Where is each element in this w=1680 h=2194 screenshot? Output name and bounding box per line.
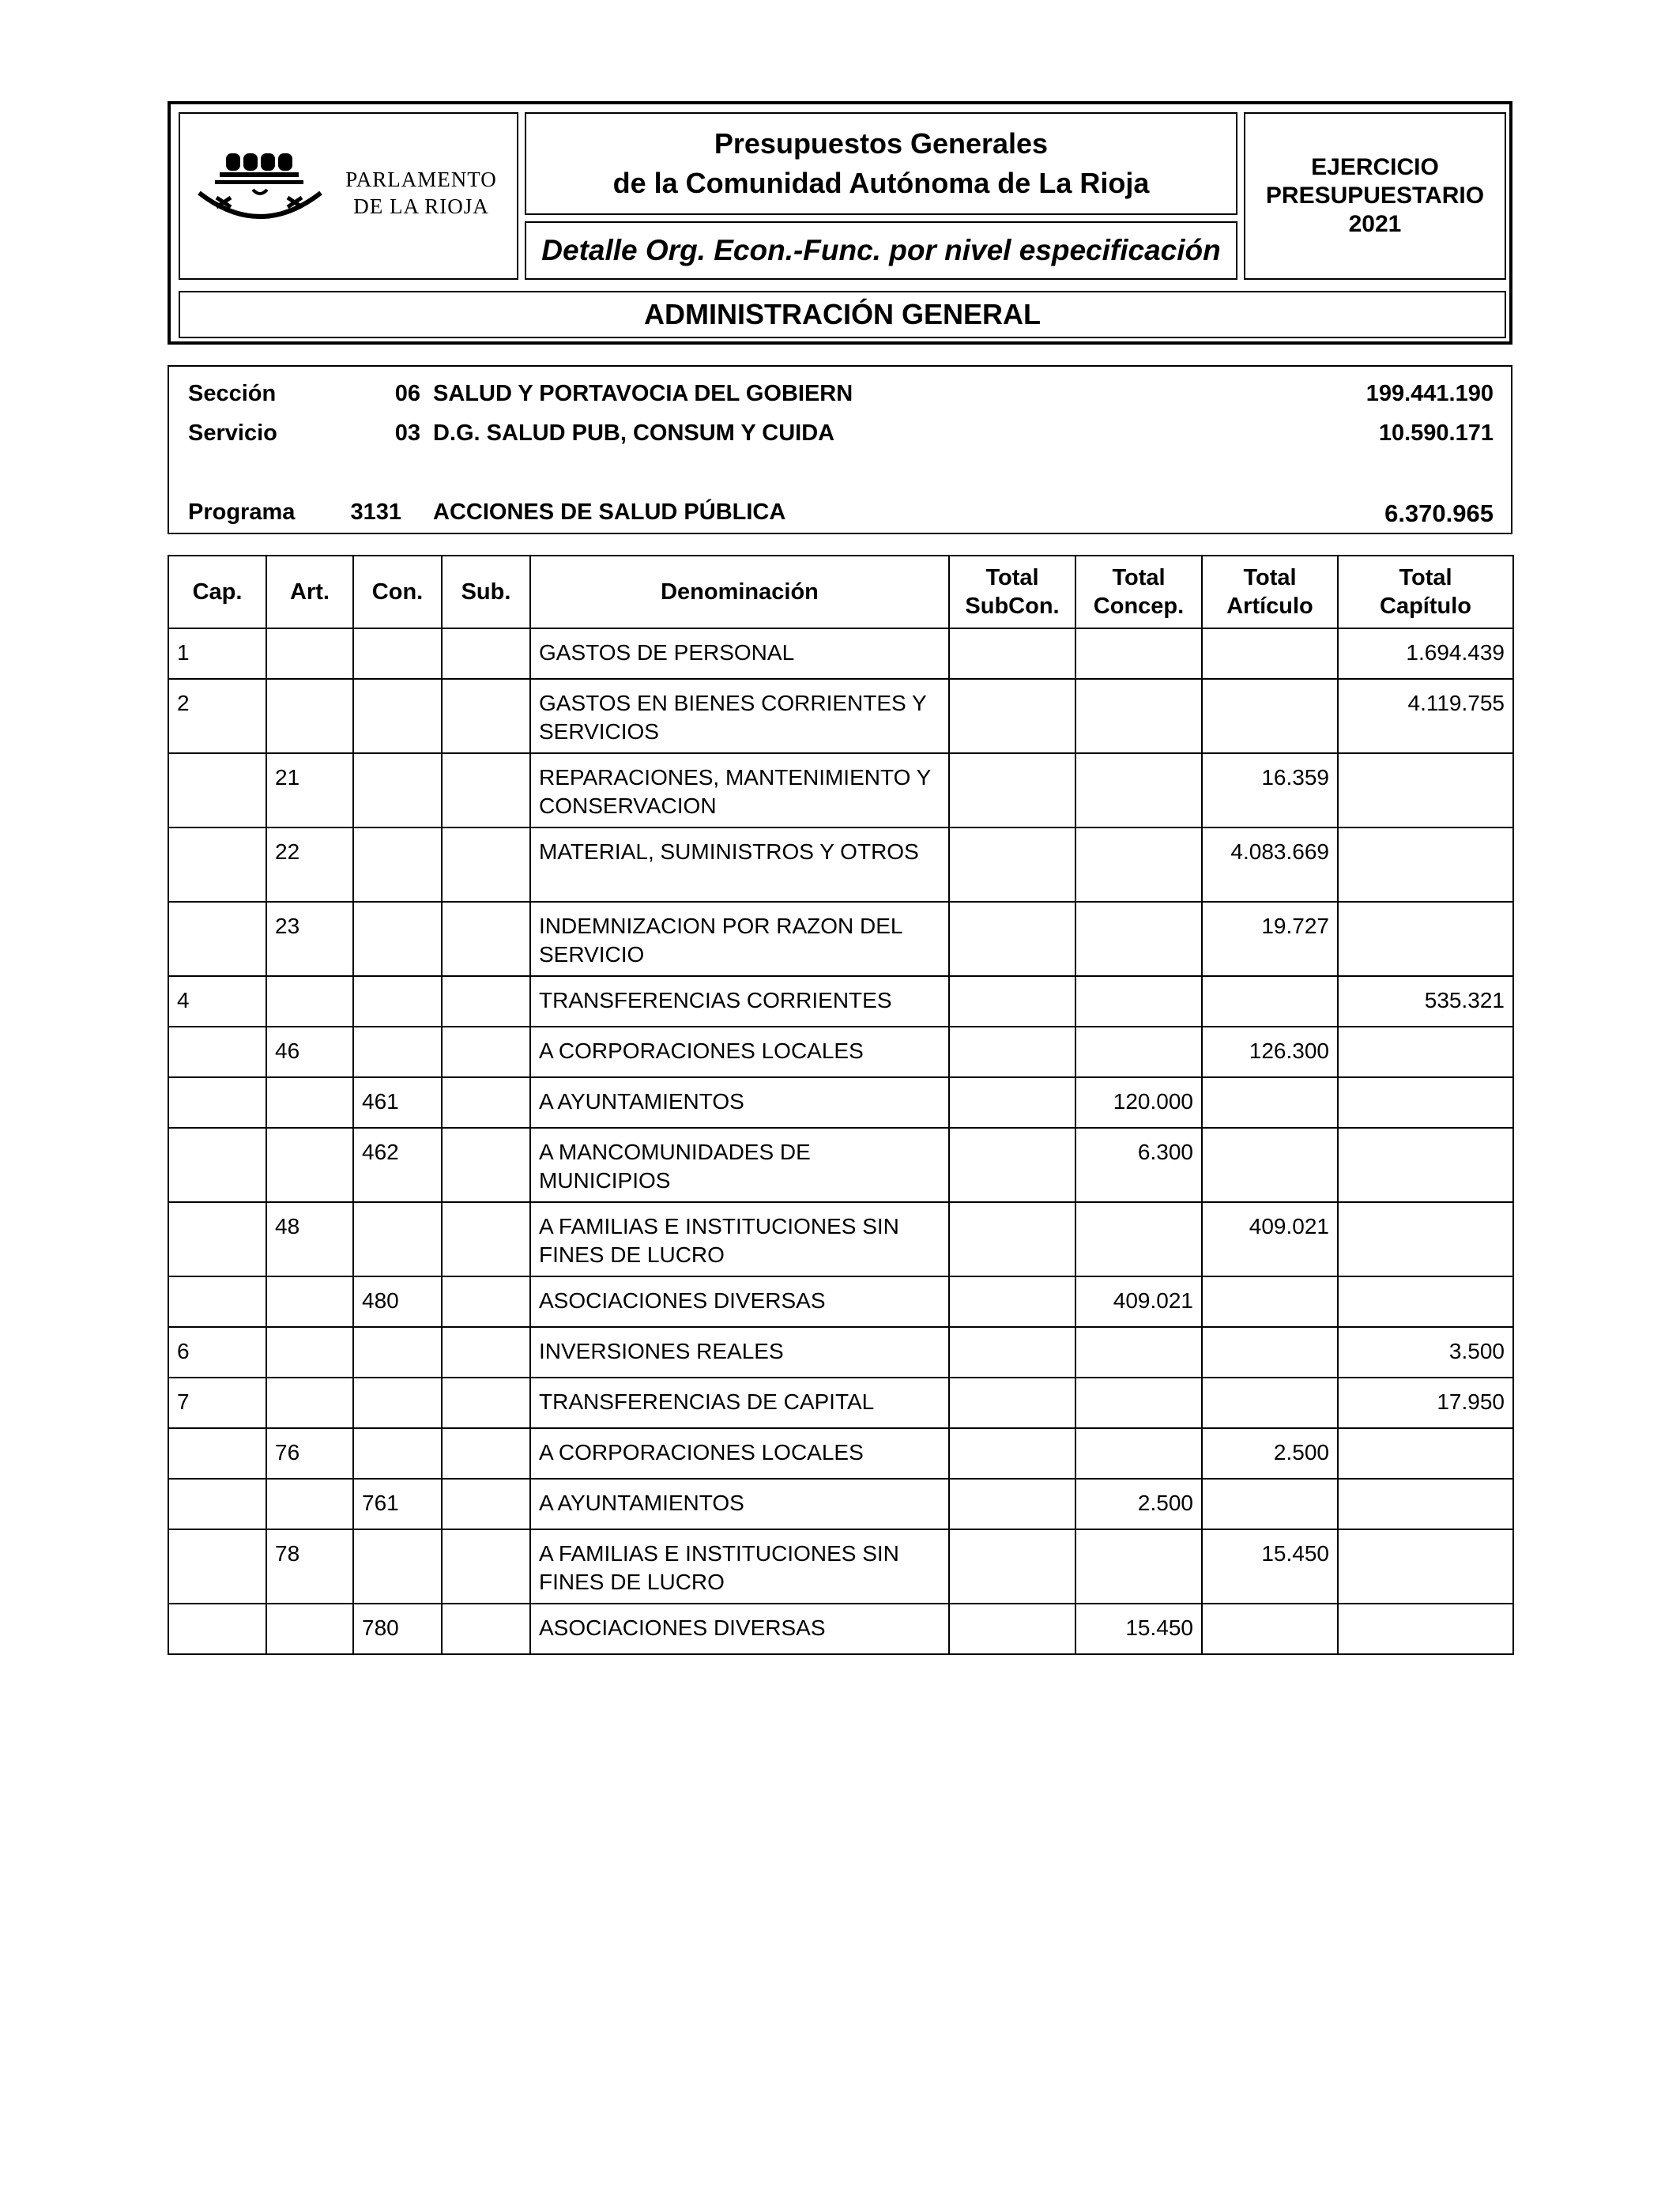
- art-cell: [266, 976, 353, 1027]
- total-concep-cell: [1075, 1378, 1202, 1428]
- logo-line-2: DE LA RIOJA: [353, 194, 489, 218]
- sub-cell: [442, 1202, 530, 1276]
- total-articulo-cell: [1202, 628, 1338, 679]
- total-subcon-cell: [949, 1327, 1075, 1378]
- table-row: [168, 1378, 1513, 1428]
- total-articulo-cell: 19.727: [1202, 902, 1338, 976]
- seccion-label: Sección: [188, 381, 277, 406]
- total-articulo-cell: 4.083.669: [1202, 827, 1338, 902]
- total-concep-cell: [1075, 827, 1202, 902]
- table-row: [168, 1327, 1513, 1378]
- programa-label: Programa: [188, 499, 296, 525]
- sub-cell: [442, 1428, 530, 1479]
- total-articulo-cell: 126.300: [1202, 1027, 1338, 1077]
- art-cell: [266, 1128, 353, 1202]
- total-concep-cell: [1075, 753, 1202, 827]
- cap-cell: 1: [168, 628, 266, 679]
- total-subcon-cell: [949, 1529, 1075, 1604]
- total-subcon-cell: [949, 628, 1075, 679]
- table-row: [168, 1202, 1513, 1276]
- table-row: [168, 827, 1513, 902]
- art-cell: 76: [266, 1428, 353, 1479]
- total-subcon-cell: [949, 1276, 1075, 1327]
- header-text: Total: [1243, 565, 1297, 590]
- art-cell: [266, 1327, 353, 1378]
- con-cell: [353, 753, 442, 827]
- fiscal-year-box: [1244, 112, 1506, 280]
- header-text: Artículo: [1226, 594, 1313, 619]
- cap-cell: [168, 1128, 266, 1202]
- total-capitulo-cell: [1338, 1428, 1513, 1479]
- cap-cell: [168, 1077, 266, 1128]
- art-cell: 22: [266, 827, 353, 902]
- total-articulo-cell: [1202, 1077, 1338, 1128]
- sub-cell: [442, 628, 530, 679]
- total-capitulo-cell: [1338, 827, 1513, 902]
- total-capitulo-cell: 535.321: [1338, 976, 1513, 1027]
- col-header-sub: Sub.: [442, 556, 530, 628]
- table-row: [168, 1529, 1513, 1604]
- total-articulo-cell: [1202, 1128, 1338, 1202]
- denominacion-cell: ASOCIACIONES DIVERSAS: [530, 1276, 949, 1327]
- sub-cell: [442, 1077, 530, 1128]
- col-header-total-capitulo: [1338, 556, 1513, 628]
- budget-info: [168, 365, 1512, 534]
- header-text: Total: [1112, 565, 1166, 590]
- table-row: [168, 628, 1513, 679]
- total-articulo-cell: 15.450: [1202, 1529, 1338, 1604]
- sub-cell: [442, 1327, 530, 1378]
- programa-code: 3131: [350, 499, 401, 525]
- total-articulo-cell: [1202, 1604, 1338, 1654]
- sub-cell: [442, 753, 530, 827]
- total-concep-cell: 15.450: [1075, 1604, 1202, 1654]
- total-concep-cell: [1075, 976, 1202, 1027]
- total-concep-cell: 6.300: [1075, 1128, 1202, 1202]
- admin-title: ADMINISTRACIÓN GENERAL: [644, 298, 1041, 330]
- sub-cell: [442, 1479, 530, 1529]
- total-capitulo-cell: 4.119.755: [1338, 679, 1513, 753]
- header-text: Total: [985, 565, 1039, 590]
- sub-cell: [442, 1529, 530, 1604]
- total-subcon-cell: [949, 827, 1075, 902]
- table-row: [168, 1604, 1513, 1654]
- total-subcon-cell: [949, 1604, 1075, 1654]
- cap-cell: [168, 827, 266, 902]
- total-subcon-cell: [949, 1378, 1075, 1428]
- denominacion-cell: A CORPORACIONES LOCALES: [530, 1027, 949, 1077]
- col-header-denominacion: Denominación: [530, 556, 949, 628]
- col-header-total-articulo: [1202, 556, 1338, 628]
- art-cell: 78: [266, 1529, 353, 1604]
- con-cell: [353, 976, 442, 1027]
- total-articulo-cell: 409.021: [1202, 1202, 1338, 1276]
- cap-cell: 7: [168, 1378, 266, 1428]
- denominacion-cell: REPARACIONES, MANTENIMIENTO Y CONSERVACION: [530, 753, 949, 827]
- table-row: [168, 1128, 1513, 1202]
- con-cell: 480: [353, 1276, 442, 1327]
- total-capitulo-cell: [1338, 1027, 1513, 1077]
- denominacion-cell: GASTOS DE PERSONAL: [530, 628, 949, 679]
- total-subcon-cell: [949, 1128, 1075, 1202]
- con-cell: [353, 1327, 442, 1378]
- total-capitulo-cell: 3.500: [1338, 1327, 1513, 1378]
- con-cell: [353, 1378, 442, 1428]
- header-text: Capítulo: [1380, 594, 1471, 619]
- logo-text: [330, 166, 512, 220]
- total-concep-cell: 409.021: [1075, 1276, 1202, 1327]
- programa-row: [169, 499, 1511, 531]
- cap-cell: [168, 902, 266, 976]
- table-row: [168, 1027, 1513, 1077]
- con-cell: 462: [353, 1128, 442, 1202]
- con-cell: [353, 1529, 442, 1604]
- total-subcon-cell: [949, 1077, 1075, 1128]
- con-cell: [353, 902, 442, 976]
- subtitle-box: [525, 221, 1237, 280]
- table-body: [168, 628, 1513, 1654]
- con-cell: [353, 679, 442, 753]
- table-row: [168, 1276, 1513, 1327]
- cap-cell: 4: [168, 976, 266, 1027]
- table-row: [168, 1077, 1513, 1128]
- col-header-con: Con.: [353, 556, 442, 628]
- seccion-row: [169, 381, 1511, 413]
- art-cell: [266, 679, 353, 753]
- total-concep-cell: [1075, 679, 1202, 753]
- total-capitulo-cell: [1338, 1529, 1513, 1604]
- total-concep-cell: [1075, 1428, 1202, 1479]
- parliament-logo-icon: [193, 145, 327, 232]
- table-row: [168, 1428, 1513, 1479]
- cap-cell: [168, 1027, 266, 1077]
- con-cell: [353, 827, 442, 902]
- cap-cell: [168, 1604, 266, 1654]
- cap-cell: 2: [168, 679, 266, 753]
- total-capitulo-cell: [1338, 1077, 1513, 1128]
- sub-cell: [442, 1128, 530, 1202]
- subtitle: Detalle Org. Econ.-Func. por nivel especificación: [541, 234, 1221, 266]
- sub-cell: [442, 976, 530, 1027]
- total-concep-cell: [1075, 1027, 1202, 1077]
- table-row: [168, 753, 1513, 827]
- sub-cell: [442, 902, 530, 976]
- col-header-total-subcon: [949, 556, 1075, 628]
- seccion-amount: 199.441.190: [1365, 381, 1494, 406]
- denominacion-cell: A FAMILIAS E INSTITUCIONES SIN FINES DE LUCRO: [530, 1529, 949, 1604]
- total-capitulo-cell: [1338, 1604, 1513, 1654]
- table-row: [168, 679, 1513, 753]
- cap-cell: [168, 1276, 266, 1327]
- total-articulo-cell: [1202, 1276, 1338, 1327]
- total-subcon-cell: [949, 679, 1075, 753]
- title-box: [525, 112, 1237, 215]
- title-line-1: Presupuestos Generales: [714, 127, 1049, 160]
- cap-cell: [168, 1202, 266, 1276]
- servicio-amount: 10.590.171: [1378, 420, 1494, 446]
- sub-cell: [442, 679, 530, 753]
- table-header-row: [168, 556, 1513, 628]
- col-header-art: Art.: [266, 556, 353, 628]
- total-concep-cell: [1075, 628, 1202, 679]
- logo-box: [179, 112, 518, 280]
- art-cell: 21: [266, 753, 353, 827]
- con-cell: [353, 628, 442, 679]
- total-subcon-cell: [949, 1027, 1075, 1077]
- total-articulo-cell: [1202, 1378, 1338, 1428]
- budget-detail-table: [168, 555, 1514, 1655]
- header-text: Total: [1399, 565, 1452, 590]
- seccion-name: SALUD Y PORTAVOCIA DEL GOBIERN: [433, 381, 853, 406]
- sub-cell: [442, 1027, 530, 1077]
- header-text: SubCon.: [965, 594, 1060, 619]
- total-subcon-cell: [949, 902, 1075, 976]
- con-cell: 780: [353, 1604, 442, 1654]
- total-concep-cell: 2.500: [1075, 1479, 1202, 1529]
- total-capitulo-cell: [1338, 753, 1513, 827]
- total-articulo-cell: [1202, 1479, 1338, 1529]
- table-row: [168, 1479, 1513, 1529]
- denominacion-cell: INDEMNIZACION POR RAZON DEL SERVICIO: [530, 902, 949, 976]
- art-cell: [266, 1378, 353, 1428]
- art-cell: [266, 1604, 353, 1654]
- denominacion-cell: GASTOS EN BIENES CORRIENTES Y SERVICIOS: [530, 679, 949, 753]
- year-line-2: PRESUPUESTARIO: [1265, 183, 1485, 209]
- cap-cell: [168, 1479, 266, 1529]
- total-capitulo-cell: 1.694.439: [1338, 628, 1513, 679]
- year-line-1: EJERCICIO: [1311, 154, 1439, 180]
- total-capitulo-cell: [1338, 902, 1513, 976]
- sub-cell: [442, 1604, 530, 1654]
- total-concep-cell: [1075, 1327, 1202, 1378]
- logo-line-1: PARLAMENTO: [345, 168, 497, 191]
- fiscal-year: 2021: [1348, 211, 1402, 237]
- total-concep-cell: [1075, 1202, 1202, 1276]
- col-header-total-concep: [1075, 556, 1202, 628]
- art-cell: 46: [266, 1027, 353, 1077]
- con-cell: 461: [353, 1077, 442, 1128]
- title-line-2: de la Comunidad Autónoma de La Rioja: [612, 167, 1150, 199]
- sub-cell: [442, 1276, 530, 1327]
- art-cell: [266, 628, 353, 679]
- denominacion-cell: TRANSFERENCIAS CORRIENTES: [530, 976, 949, 1027]
- header-text: Concep.: [1093, 594, 1185, 619]
- seccion-code: 06: [394, 381, 420, 406]
- servicio-label: Servicio: [188, 420, 277, 446]
- cap-cell: [168, 1428, 266, 1479]
- total-articulo-cell: [1202, 1327, 1338, 1378]
- denominacion-cell: A CORPORACIONES LOCALES: [530, 1428, 949, 1479]
- denominacion-cell: A AYUNTAMIENTOS: [530, 1077, 949, 1128]
- servicio-code: 03: [394, 420, 420, 446]
- art-cell: 23: [266, 902, 353, 976]
- admin-box: [179, 291, 1506, 338]
- total-capitulo-cell: [1338, 1479, 1513, 1529]
- denominacion-cell: A AYUNTAMIENTOS: [530, 1479, 949, 1529]
- total-concep-cell: [1075, 902, 1202, 976]
- total-articulo-cell: [1202, 976, 1338, 1027]
- art-cell: 48: [266, 1202, 353, 1276]
- total-subcon-cell: [949, 1479, 1075, 1529]
- servicio-name: D.G. SALUD PUB, CONSUM Y CUIDA: [433, 420, 835, 446]
- table-row: [168, 902, 1513, 976]
- con-cell: [353, 1027, 442, 1077]
- servicio-row: [169, 420, 1511, 452]
- programa-amount: 6.370.965: [1384, 499, 1494, 527]
- total-articulo-cell: 16.359: [1202, 753, 1338, 827]
- cap-cell: [168, 753, 266, 827]
- total-capitulo-cell: [1338, 1128, 1513, 1202]
- denominacion-cell: MATERIAL, SUMINISTROS Y OTROS: [530, 827, 949, 902]
- total-articulo-cell: 2.500: [1202, 1428, 1338, 1479]
- total-subcon-cell: [949, 1428, 1075, 1479]
- denominacion-cell: TRANSFERENCIAS DE CAPITAL: [530, 1378, 949, 1428]
- con-cell: 761: [353, 1479, 442, 1529]
- denominacion-cell: ASOCIACIONES DIVERSAS: [530, 1604, 949, 1654]
- total-articulo-cell: [1202, 679, 1338, 753]
- programa-name: ACCIONES DE SALUD PÚBLICA: [433, 499, 786, 525]
- denominacion-cell: A FAMILIAS E INSTITUCIONES SIN FINES DE LUCRO: [530, 1202, 949, 1276]
- total-subcon-cell: [949, 976, 1075, 1027]
- cap-cell: [168, 1529, 266, 1604]
- denominacion-cell: A MANCOMUNIDADES DE MUNICIPIOS: [530, 1128, 949, 1202]
- art-cell: [266, 1077, 353, 1128]
- total-capitulo-cell: [1338, 1276, 1513, 1327]
- total-subcon-cell: [949, 753, 1075, 827]
- total-capitulo-cell: [1338, 1202, 1513, 1276]
- total-subcon-cell: [949, 1202, 1075, 1276]
- con-cell: [353, 1428, 442, 1479]
- art-cell: [266, 1479, 353, 1529]
- con-cell: [353, 1202, 442, 1276]
- table-row: [168, 976, 1513, 1027]
- denominacion-cell: INVERSIONES REALES: [530, 1327, 949, 1378]
- cap-cell: 6: [168, 1327, 266, 1378]
- total-concep-cell: [1075, 1529, 1202, 1604]
- total-concep-cell: 120.000: [1075, 1077, 1202, 1128]
- total-capitulo-cell: 17.950: [1338, 1378, 1513, 1428]
- sub-cell: [442, 1378, 530, 1428]
- document-header: [168, 101, 1512, 345]
- art-cell: [266, 1276, 353, 1327]
- sub-cell: [442, 827, 530, 902]
- col-header-cap: Cap.: [168, 556, 266, 628]
